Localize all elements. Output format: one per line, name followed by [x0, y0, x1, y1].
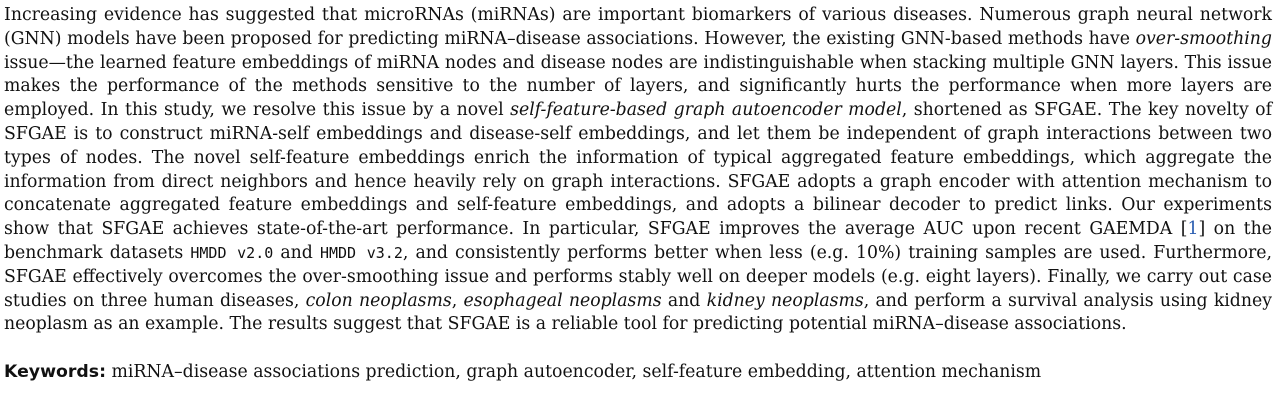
disease-kidney-neoplasms: kidney neoplasms [706, 290, 864, 311]
term-sfgae-model: self-feature-based graph autoencoder model [510, 100, 902, 121]
abstract-text-7: , [451, 290, 464, 311]
paper-page [4, 4, 1272, 385]
abstract-text-1: Increasing evidence has suggested that microRNAs (miRNAs) are important biomarkers of various diseases. Numerous graph neural network (GNN) models have been proposed for predicting miRNA–disease associations. However, the existing GNN-based methods have [4, 5, 1272, 49]
abstract-text-5: and [273, 242, 320, 263]
abstract-text-3: , shortened as SFGAE. The key novelty of SFGAE is to construct miRNA-self embeddings and disease-self embeddings, and let them be independent of graph interactions between two types of nodes. The novel self-feature embeddings enrich the information of typical aggregated feature embeddings, which aggregate the information from direct neighbors and hence heavily rely on graph interactions. SFGAE adopts a graph encoder with attention mechanism to concatenate aggregated feature embeddings and self-feature embeddings, and adopts a bilinear decoder to predict links. Our experiments show that SFGAE achieves state-of-the-art performance. In particular, SFGAE improves the average AUC upon recent GAEMDA [ [4, 100, 1272, 240]
disease-colon-neoplasms: colon neoplasms [305, 290, 452, 311]
disease-esophageal-neoplasms: esophageal neoplasms [463, 290, 662, 311]
keywords-label: Keywords: [4, 362, 106, 383]
abstract-text-6: , and consistently performs better when less (e.g. 10%) training samples are used. Furthermore, SFGAE effectively overcomes the over-smoothing issue and performs stably well on deeper models (e.g. eight layers). Finally, we carry out case studies on three human diseases, [4, 242, 1273, 311]
dataset-hmdd-v3: HMDD v3.2 [319, 243, 403, 262]
citation-link[interactable]: 1 [1187, 219, 1199, 240]
abstract-text-9: , and perform a survival analysis using kidney neoplasm as an example. The results suggest that SFGAE is a reliable tool for predicting potential miRNA–disease associations. [4, 290, 1272, 335]
abstract-text-8: and [661, 290, 707, 311]
abstract-paragraph [4, 4, 1272, 337]
keywords-line [4, 361, 1272, 385]
keywords-text: miRNA–disease associations prediction, graph autoencoder, self-feature embedding, attention mechanism [106, 362, 1042, 383]
term-over-smoothing: over-smoothing [1135, 28, 1272, 49]
dataset-hmdd-v2: HMDD v2.0 [190, 243, 274, 262]
abstract-text-4: ] on the benchmark datasets [4, 219, 1272, 263]
abstract-text-2: issue—the learned feature embeddings of miRNA nodes and disease nodes are indistinguishable when stacking multiple GNN layers. This issue makes the performance of the methods sensitive to the number of layers, and significantly hurts the performance when more layers are employed. In this study, we resolve this issue by a novel [4, 52, 1272, 121]
